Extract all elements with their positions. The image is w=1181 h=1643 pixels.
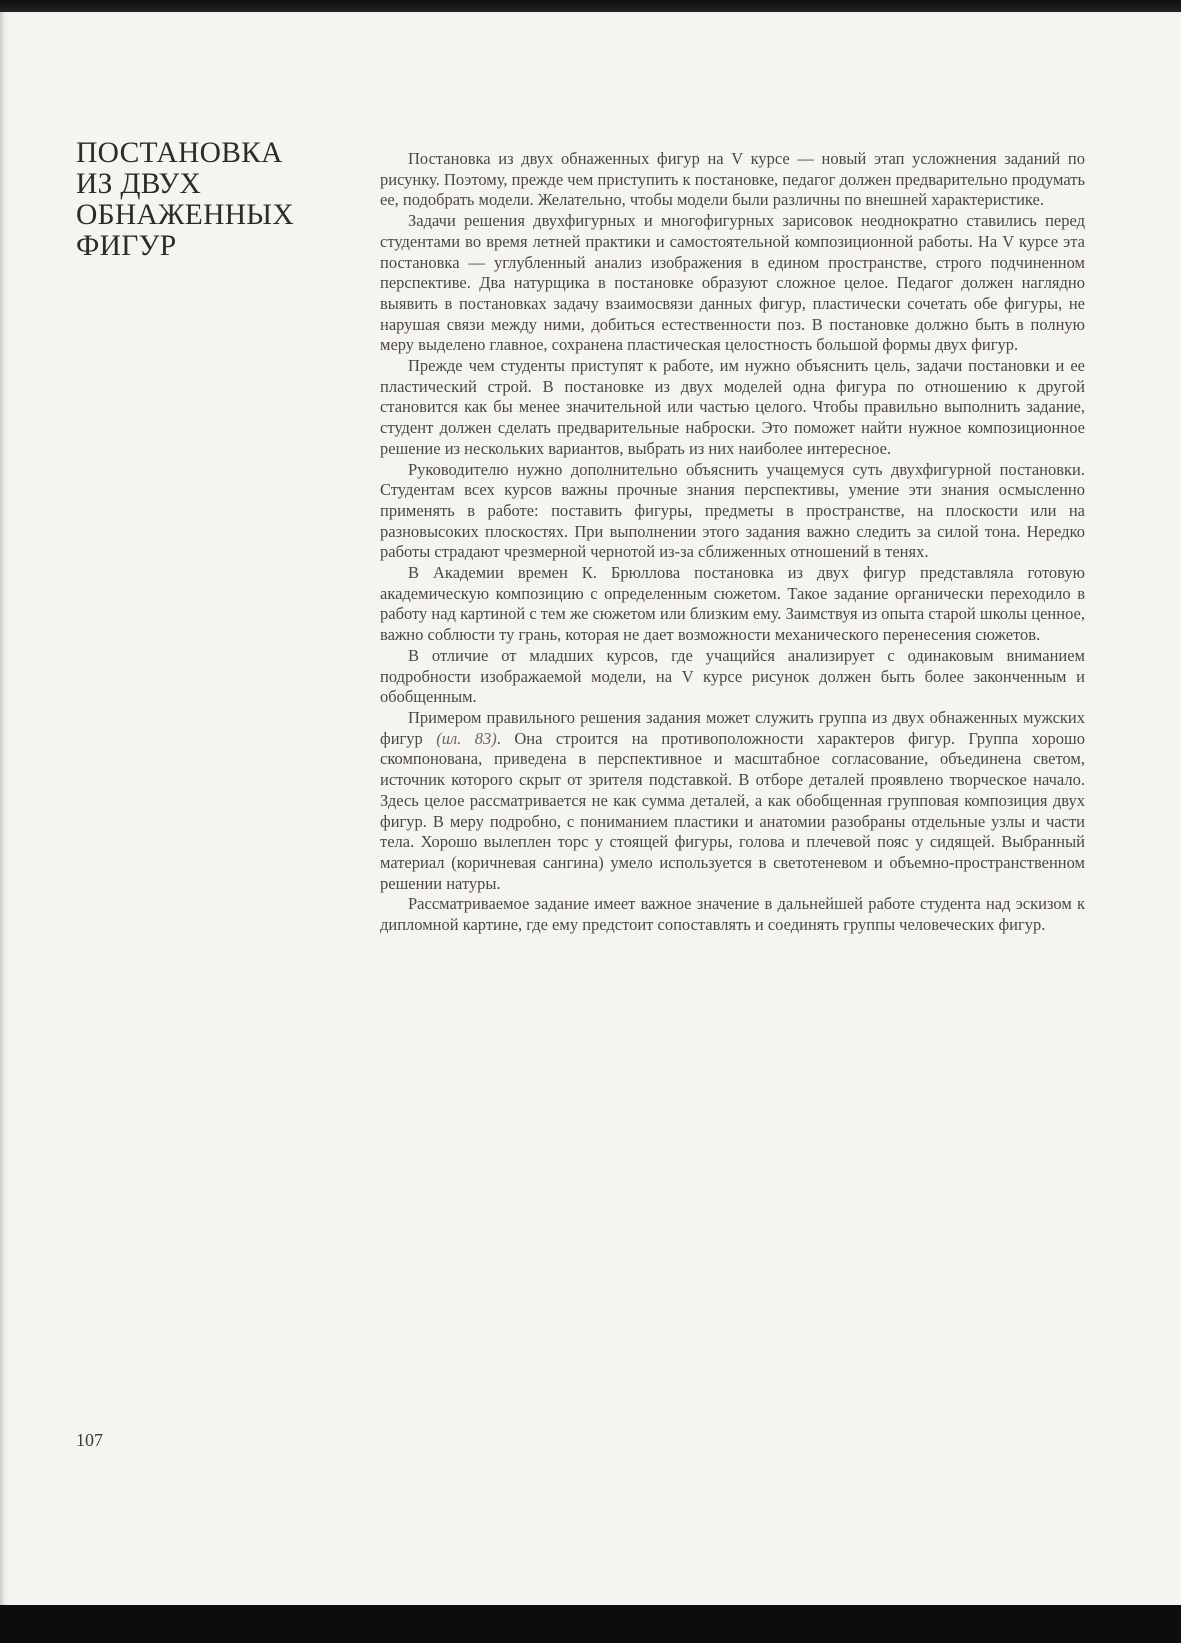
article-body <box>380 149 1085 936</box>
chapter-title-line: ФИГУР <box>76 230 177 262</box>
paragraph: Прежде чем студенты приступят к работе, им нужно объяснить цель, задачи постановки и ее пластический строй. В постановке из двух моделей одна фигура по отношению к другой становится как бы менее значительной или частью целого. Чтобы правильно выполнить задание, студент должен сделать предварительные наброски. Это поможет найти нужное композиционное решение из нескольких вариантов, выбрать из них наиболее интересное. <box>380 356 1085 458</box>
scan-bottom-edge <box>0 1605 1181 1643</box>
paragraph: Руководителю нужно дополнительно объяснить учащемуся суть двухфигурной постановки. Студентам всех курсов важны прочные знания перспективы, умение эти знания осмысленно применять в работе: поставить фигуры, предметы в пространстве, на плоскости или на разновысоких плоскостях. При выполнении этого задания важно следить за силой тона. Нередко работы страдают чрезмерной чернотой из-за сближенных отношений в тенях. <box>380 459 1085 562</box>
paragraph-example <box>380 708 1085 894</box>
chapter-title <box>76 138 356 262</box>
book-page <box>0 12 1181 1607</box>
paragraph: В отличие от младших курсов, где учащийся анализирует с одинаковым вниманием подробности изображаемой модели, на V курсе рисунок должен быть более законченным и обобщенным. <box>380 645 1085 707</box>
chapter-title-line: ИЗ ДВУХ <box>76 168 202 200</box>
paragraph-text: Примером правильного решения задания может служить группа из двух обнаженных мужских фигур <box>380 707 1085 748</box>
chapter-title-line: ОБНАЖЕННЫХ <box>76 199 294 231</box>
page-number: 107 <box>76 1430 103 1450</box>
paragraph: Рассматриваемое задание имеет важное значение в дальнейшей работе студента над эскизом к дипломной картине, где ему предстоит сопоставлять и соединять группы человеческих фигур. <box>380 894 1085 935</box>
paragraph: Постановка из двух обнаженных фигур на V курсе — новый этап усложнения заданий по рисунку. Поэтому, прежде чем приступить к постановке, педагог должен предварительно продумать ее, подобрать модели. Желательно, чтобы модели были различны по внешней характеристике. <box>380 149 1085 210</box>
chapter-title-line: ПОСТАНОВКА <box>76 137 283 169</box>
illustration-reference: (ил. 83) <box>436 728 497 748</box>
paragraph-text: . Она строится на противоположности характеров фигур. Группа хорошо скомпонована, приведена в перспективное и масштабное согласование, объединена светом, источник которого скрыт от зрителя подставкой. В отборе деталей проявлено творческое начало. Здесь целое рассматривается не как сумма деталей, а как обобщенная групповая композиция двух фигур. В меру подробно, с пониманием пластики и анатомии разобраны отдельные узлы и части тела. Хорошо вылеплен торс у стоящей фигуры, голова и плечевой пояс у сидящей. Выбранный материал (коричневая сангина) умело используется в светотеневом и объемно-пространственном решении натуры. <box>380 728 1085 893</box>
paragraph: В Академии времен К. Брюллова постановка из двух фигур представляла готовую академическую композицию с определенным сюжетом. Такое задание органически переходило в работу над картиной с тем же сюжетом или близким ему. Заимствуя из опыта старой школы ценное, важно соблюсти ту грань, которая не дает возможности механического перенесения сюжетов. <box>380 563 1085 645</box>
paragraph: Задачи решения двухфигурных и многофигурных зарисовок неоднократно ставились перед студентами во время летней практики и самостоятельной композиционной работы. На V курсе эта постановка — углубленный анализ изображения в едином пространстве, строго подчиненном перспективе. Два натурщика в постановке образуют сложное целое. Педагог должен наглядно выявить в постановках задачу взаимосвязи данных фигур, пластически сочетать обе фигуры, не нарушая связи между ними, добиться естественности поз. В постановке должно быть в полную меру выделено главное, сохранена пластическая целостность большой формы двух фигур. <box>380 211 1085 355</box>
